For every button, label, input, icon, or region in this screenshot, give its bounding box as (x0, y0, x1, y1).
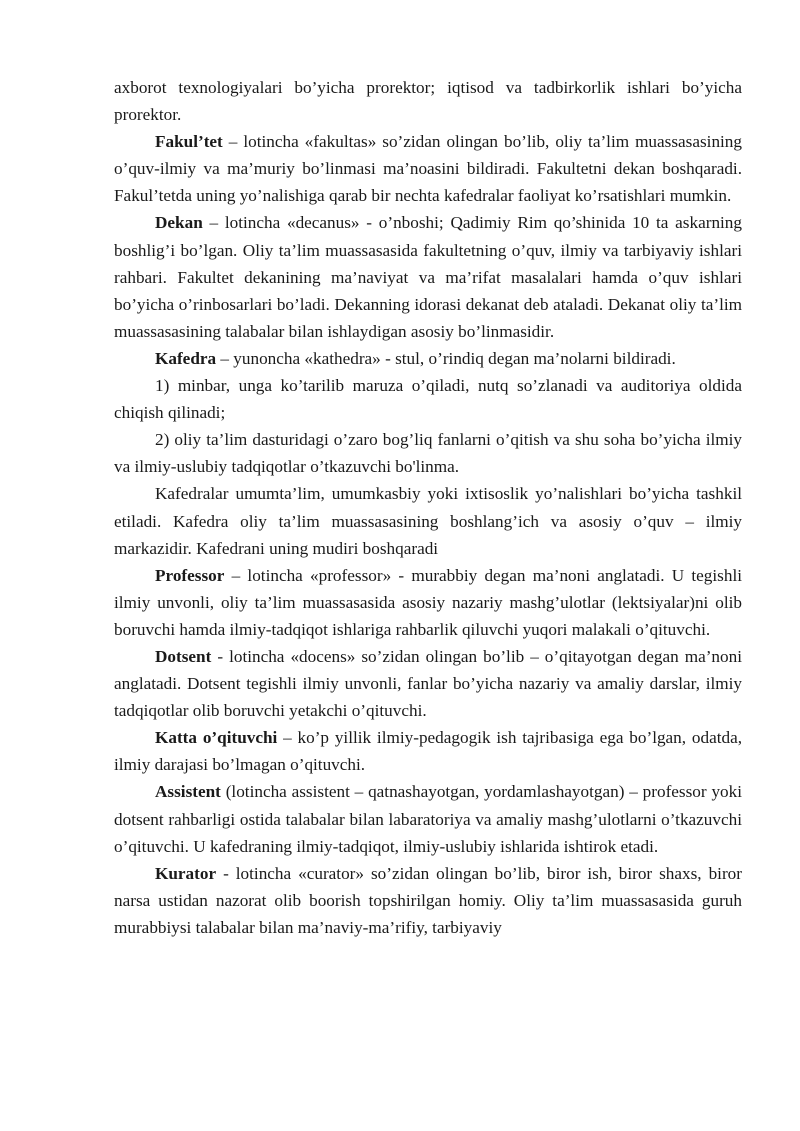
paragraph-kafedra (114, 345, 742, 372)
paragraph-text: – yunoncha «kathedra» - stul, o’rindiq degan ma’nolarni bildiradi. (216, 348, 676, 368)
paragraph-text: (lotincha assistent – qatnashayotgan, yordamlashayotgan) – professor yoki dotsent rahbarligi ostida talabalar bilan labaratoriya va amaliy mashg’ulotlarni o’tkazuvchi o’qituvchi. U kafedraning ilmiy-tadqiqot, ilmiy-uslubiy ishlarida ishtirok etadi. (114, 782, 742, 856)
paragraph-text: 2) oliy ta’lim dasturidagi o’zaro bog’liq fanlarni o’qitish va shu soha bo’yicha ilmiy va ilmiy-uslubiy tadqiqotlar o’tkazuvchi bo'linma. (114, 430, 742, 477)
paragraph-text: - lotincha «curator» so’zidan olingan bo’lib, biror ish, biror shaxs, biror narsa ustidan nazorat olib boorish topshirilgan homiy. Oliy ta’lim muassasasida guruh murabbiysi talabalar bilan ma’naviy-ma’rifiy, tarbiyaviy (114, 863, 742, 937)
paragraph-katta-oqituvchi (114, 724, 742, 778)
paragraph-text: - lotincha «docens» so’zidan olingan bo’lib – o’qitayotgan degan ma’noni anglatadi. Dotsent tegishli ilmiy unvonli, fanlar bo’yicha nazariy va amaliy darslar, ilmiy tadqiqotlar olib boruvchi yetakchi o’qituvchi. (114, 646, 742, 721)
paragraph-kafedralar (114, 480, 742, 561)
document-page (114, 74, 742, 941)
paragraph-text: 1) minbar, unga ko’tarilib maruza o’qiladi, nutq so’zlanadi va auditoriya oldida chiqish qilinadi; (114, 376, 742, 423)
paragraph-kafedra-meaning-1 (114, 372, 742, 426)
paragraph-0 (114, 74, 742, 128)
paragraph-text: – lotincha «decanus» - o’nboshi; Qadimiy Rim qo’shinida 10 ta askarning boshlig’i bo’lgan. Oliy ta’lim muassasasida fakultetning o’quv, ilmiy va tarbiyaviy ishlari rahbari. Fakultet dekanining ma’naviyat va ma’rifat masalalari hamda o’quv ishlari bo’yicha o’rinbosarlari bo’ladi. Dekanning idorasi dekanat deb ataladi. Dekanat oliy ta’lim muassasasining talabalar bilan ishlaydigan asosiy bo’linmasidir. (114, 213, 742, 341)
term-professor: Professor (155, 565, 225, 585)
paragraph-text: Kafedralar umumta’lim, umumkasbiy yoki ixtisoslik yo’nalishlari bo’yicha tashkil etiladi. Kafedra oliy ta’lim muassasasining boshlang’ich va asosiy o’quv – ilmiy markazidir. Kafedrani uning mudiri boshqaradi (114, 484, 742, 558)
term-assistent: Assistent (155, 782, 221, 802)
paragraph-kafedra-meaning-2 (114, 426, 742, 480)
paragraph-dotsent (114, 643, 742, 724)
paragraph-text: – lotincha «professor» - murabbiy degan ma’noni anglatadi. U tegishli ilmiy unvonli, oliy ta’lim muassasasida asosiy nazariy mashg’ulotlar (lektsiyalar)ni olib boruvchi hamda ilmiy-tadqiqot ishlariga rahbarlik qiluvchi yuqori malakali o’qituvchi. (114, 565, 742, 639)
paragraph-text: – lotincha «fakultas» so’zidan olingan bo’lib, oliy ta’lim muassasasining o’quv-ilmiy va ma’muriy bo’linmasi ma’noasini bildiradi. Fakultetni dekan boshqaradi. Fakul’tetda uning yo’nalishiga qarab bir nechta kafedralar faoliyat ko’rsatishlari mumkin. (114, 132, 742, 206)
term-katta-oqituvchi: Katta o’qituvchi (155, 728, 278, 748)
paragraph-assistent (114, 778, 742, 859)
term-dekan: Dekan (155, 213, 203, 233)
paragraph-kurator (114, 860, 742, 941)
term-dotsent: Dotsent (155, 646, 212, 666)
paragraph-text: axborot texnologiyalari bo’yicha prorektor; iqtisod va tadbirkorlik ishlari bo’yicha prorektor. (114, 78, 742, 125)
paragraph-dekan (114, 209, 742, 344)
term-fakultet: Fakul’tet (155, 132, 223, 152)
term-kurator: Kurator (155, 863, 217, 883)
term-kafedra: Kafedra (155, 348, 217, 368)
paragraph-fakultet (114, 128, 742, 209)
paragraph-text: – ko’p yillik ilmiy-pedagogik ish tajribasiga ega bo’lgan, odatda, ilmiy darajasi bo’lmagan o’qituvchi. (114, 728, 742, 775)
paragraph-professor (114, 562, 742, 643)
